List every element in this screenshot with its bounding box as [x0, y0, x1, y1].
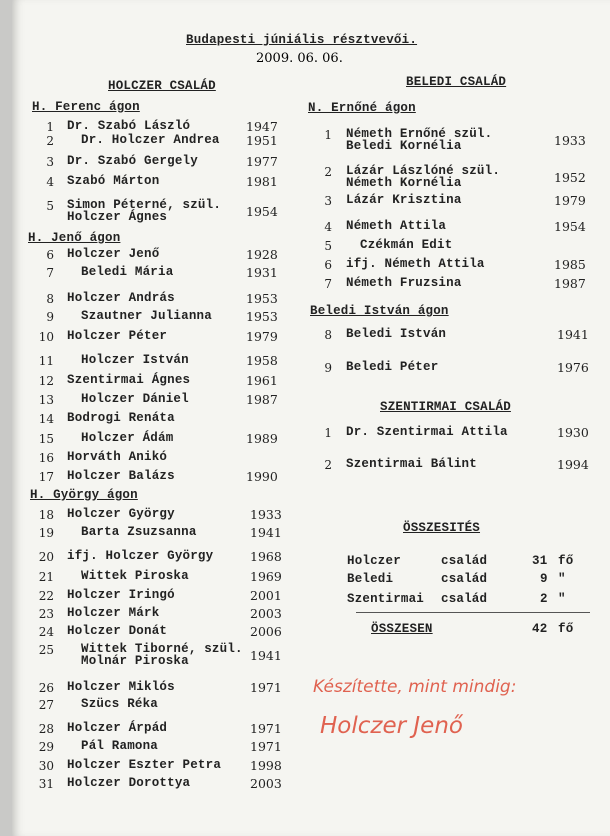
row-name: Szentirmai Bálint: [346, 457, 477, 471]
row-name: Lázár Krisztina: [346, 193, 462, 207]
row-number: 15: [38, 432, 54, 446]
row-year: 2006: [250, 624, 282, 639]
row-number: 31: [38, 777, 54, 791]
summary-title: ÖSSZESITÉS: [403, 521, 481, 535]
row-name: Németh Attila: [346, 219, 447, 233]
family-heading-szentirmai: SZENTIRMAI CSALÁD: [380, 400, 511, 414]
row-number: 2: [324, 458, 332, 472]
branch-heading-gyorgy: H. György ágon: [30, 488, 138, 502]
row-name: ifj. Németh Attila: [346, 257, 485, 271]
row-number: 2: [324, 165, 332, 179]
row-number: 19: [38, 526, 54, 540]
row-number: 5: [46, 199, 54, 213]
row-number: 5: [324, 239, 332, 253]
row-number: 2: [46, 134, 54, 148]
row-year: 1971: [250, 680, 282, 695]
family-heading-beledi: BELEDI CSALÁD: [406, 75, 507, 89]
row-number: 21: [38, 570, 54, 584]
row-number: 8: [46, 292, 54, 306]
family-heading-holczer: HOLCZER CSALÁD: [108, 79, 216, 93]
row-number: 1: [324, 426, 332, 440]
row-name: Bodrogi Renáta: [67, 411, 175, 425]
row-year: 1987: [246, 392, 278, 407]
row-year: 1979: [246, 329, 278, 344]
row-name: Holczer Miklós: [67, 680, 175, 694]
summary-total-unit: fő: [558, 622, 574, 636]
row-year: 1976: [557, 360, 589, 375]
row-year: 1979: [554, 193, 586, 208]
summary-divider: [356, 612, 590, 613]
row-name: Dr. Szabó László: [67, 119, 191, 133]
summary-family: Beledi: [347, 572, 394, 586]
row-name: Holczer Donát: [67, 624, 168, 638]
row-name: Wittek Tiborné, szül.: [81, 642, 243, 656]
row-name: Németh Fruzsina: [346, 276, 462, 290]
row-number: 20: [38, 550, 54, 564]
summary-total-count: 42: [532, 622, 548, 636]
row-number: 24: [38, 625, 54, 639]
row-name: Holczer Árpád: [67, 721, 168, 735]
row-number: 4: [46, 175, 54, 189]
row-year: 1998: [250, 758, 282, 773]
row-number: 30: [38, 759, 54, 773]
row-name: Szücs Réka: [81, 697, 159, 711]
row-number: 6: [324, 258, 332, 272]
row-name-continued: Molnár Piroska: [81, 654, 189, 668]
branch-heading-jeno: H. Jenő ágon: [28, 231, 121, 245]
row-number: 27: [38, 698, 54, 712]
row-year: 1953: [246, 309, 278, 324]
row-year: 1968: [250, 549, 282, 564]
row-number: 3: [46, 155, 54, 169]
branch-heading-istvan: Beledi István ágon: [310, 304, 449, 318]
row-year: 1931: [246, 265, 278, 280]
summary-family: Holczer: [347, 554, 401, 568]
row-year: 1985: [554, 257, 586, 272]
row-number: 29: [38, 740, 54, 754]
row-name: Holczer Péter: [67, 329, 168, 343]
row-name: Wittek Piroska: [81, 569, 189, 583]
row-year: 1971: [250, 739, 282, 754]
row-year: 1941: [557, 327, 589, 342]
summary-word: család: [441, 592, 488, 606]
row-year: 2001: [250, 588, 282, 603]
row-number: 3: [324, 194, 332, 208]
row-year: 1954: [246, 204, 278, 219]
row-number: 11: [38, 354, 54, 368]
credit-line: Készítette, mint mindig:: [313, 677, 517, 697]
row-name: Beledi Péter: [346, 360, 439, 374]
row-year: 1933: [250, 507, 282, 522]
row-year: 1933: [554, 133, 586, 148]
row-year: 1994: [557, 457, 589, 472]
row-year: 1961: [246, 373, 278, 388]
row-name: Holczer Dorottya: [67, 776, 191, 790]
row-name: Szabó Márton: [67, 174, 160, 188]
row-year: 1947: [246, 119, 278, 134]
row-name: Holczer Eszter Petra: [67, 758, 222, 772]
row-name-continued: Beledi Kornélia: [346, 139, 462, 153]
row-name: Szentirmai Ágnes: [67, 373, 191, 387]
row-year: 1930: [557, 425, 589, 440]
row-number: 18: [38, 508, 54, 522]
row-name: Pál Ramona: [81, 739, 159, 753]
branch-heading-erno: N. Ernőné ágon: [308, 101, 416, 115]
row-name: Szautner Julianna: [81, 309, 212, 323]
row-name: Németh Ernőné szül.: [346, 127, 493, 141]
row-name: Holczer Jenő: [67, 247, 160, 261]
row-name: Holczer András: [67, 291, 175, 305]
row-year: 1958: [246, 353, 278, 368]
summary-count: 31: [532, 554, 548, 568]
row-name: Holczer Iringó: [67, 588, 175, 602]
row-name: Holczer Balázs: [67, 469, 175, 483]
row-year: 1989: [246, 431, 278, 446]
row-name: Holczer György: [67, 507, 175, 521]
row-year: 1971: [250, 721, 282, 736]
row-year: 1954: [554, 219, 586, 234]
row-number: 13: [38, 393, 54, 407]
row-number: 8: [324, 328, 332, 342]
summary-unit: ": [558, 572, 566, 586]
row-name: ifj. Holczer György: [67, 549, 214, 563]
row-number: 1: [324, 128, 332, 142]
row-number: 7: [46, 266, 54, 280]
row-year: 1928: [246, 247, 278, 262]
summary-word: család: [441, 572, 488, 586]
row-year: 1951: [246, 133, 278, 148]
row-number: 6: [46, 248, 54, 262]
document-title: Budapesti júniális résztvevői.: [186, 33, 418, 47]
row-name: Holczer Dániel: [81, 392, 189, 406]
row-name: Simon Péterné, szül.: [67, 198, 222, 212]
row-year: 1941: [250, 648, 282, 663]
row-name: Holczer Márk: [67, 606, 160, 620]
summary-count: 9: [540, 572, 548, 586]
summary-word: család: [441, 554, 488, 568]
row-name: Lázár Lászlóné szül.: [346, 164, 501, 178]
row-number: 22: [38, 589, 54, 603]
row-number: 1: [46, 120, 54, 134]
summary-count: 2: [540, 592, 548, 606]
row-year: 1941: [250, 525, 282, 540]
row-name: Holczer Ádám: [81, 431, 174, 445]
row-year: 1987: [554, 276, 586, 291]
row-year: 1952: [554, 170, 586, 185]
row-name: Dr. Szabó Gergely: [67, 154, 198, 168]
row-name-continued: Németh Kornélia: [346, 176, 462, 190]
row-number: 10: [38, 330, 54, 344]
row-number: 26: [38, 681, 54, 695]
summary-unit: fő: [558, 554, 574, 568]
summary-family: Szentirmai: [347, 592, 425, 606]
row-year: 1953: [246, 291, 278, 306]
row-year: 2003: [250, 606, 282, 621]
row-number: 25: [38, 643, 54, 657]
row-number: 9: [46, 310, 54, 324]
summary-total-label: ÖSSZESEN: [371, 622, 433, 636]
row-year: 2003: [250, 776, 282, 791]
row-number: 28: [38, 722, 54, 736]
row-number: 7: [324, 277, 332, 291]
row-name: Czékmán Edit: [360, 238, 453, 252]
row-name: Horváth Anikó: [67, 450, 168, 464]
summary-unit: ": [558, 592, 566, 606]
row-year: 1990: [246, 469, 278, 484]
row-number: 16: [38, 451, 54, 465]
row-name: Barta Zsuzsanna: [81, 525, 197, 539]
row-number: 9: [324, 361, 332, 375]
row-year: 1977: [246, 154, 278, 169]
row-year: 1969: [250, 569, 282, 584]
row-name: Holczer István: [81, 353, 189, 367]
row-number: 12: [38, 374, 54, 388]
document-date: 2009. 06. 06.: [256, 51, 343, 66]
row-number: 4: [324, 220, 332, 234]
row-number: 17: [38, 470, 54, 484]
row-number: 23: [38, 607, 54, 621]
row-number: 14: [38, 412, 54, 426]
credit-author: Holczer Jenő: [320, 713, 463, 739]
branch-heading-ferenc: H. Ferenc ágon: [32, 100, 140, 114]
row-name-continued: Holczer Ágnes: [67, 210, 168, 224]
row-name: Beledi Mária: [81, 265, 174, 279]
row-name: Dr. Holczer Andrea: [81, 133, 220, 147]
row-year: 1981: [246, 174, 278, 189]
row-name: Dr. Szentirmai Attila: [346, 425, 508, 439]
row-name: Beledi István: [346, 327, 447, 341]
